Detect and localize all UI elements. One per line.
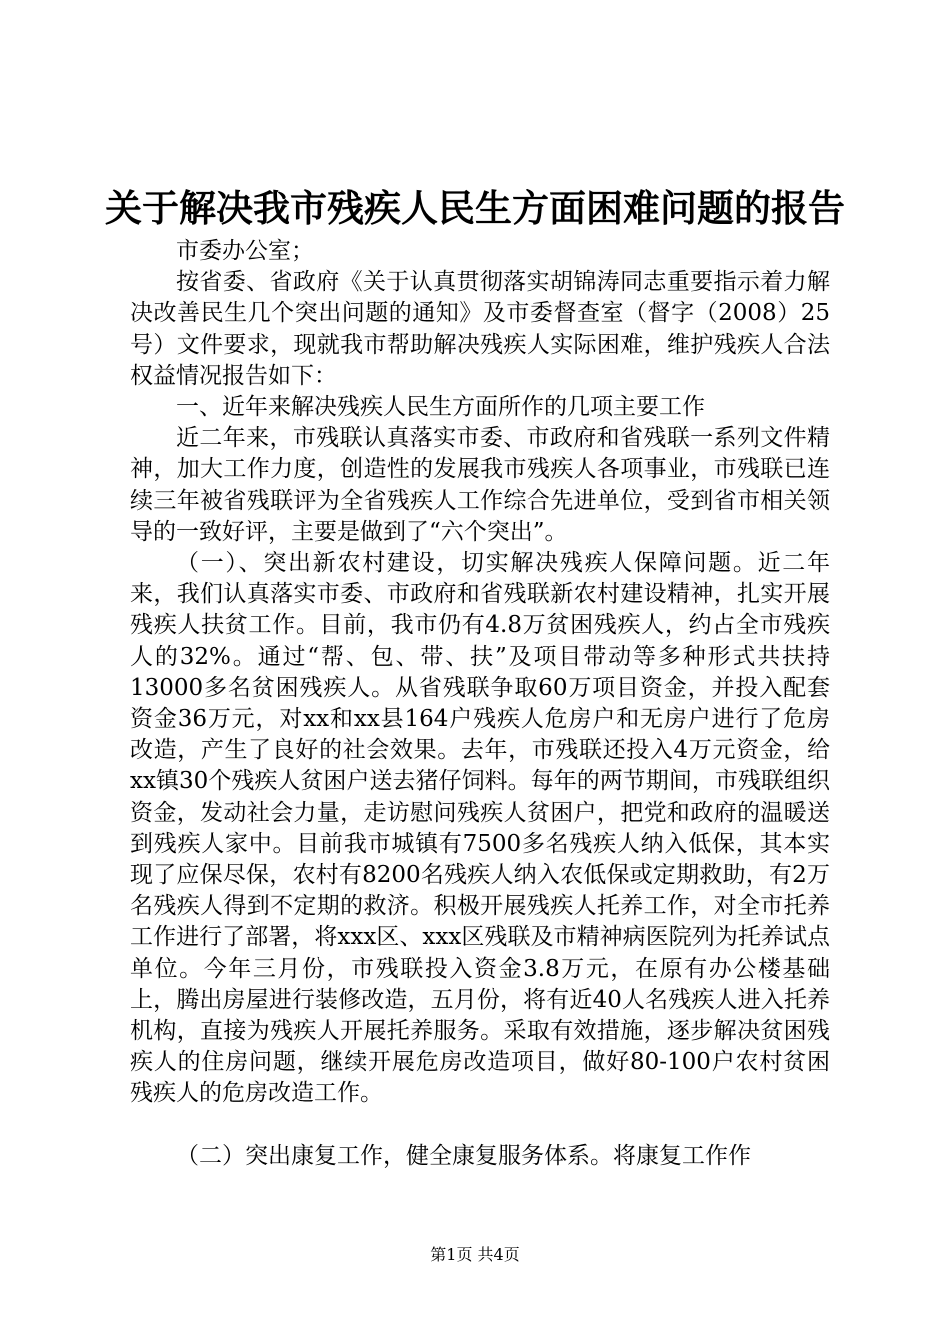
page-number-footer: 第1页 共4页 — [430, 1245, 520, 1264]
intro-paragraph: 按省委、省政府《关于认真贯彻落实胡锦涛同志重要指示着力解决改善民生几个突出问题的通知》及市委督查室（督字（2008）25号）文件要求，现就我市帮助解决残疾人实际困难，维护残疾人合法权益情况报告如下： — [130, 269, 830, 389]
document-body — [130, 236, 830, 1172]
section-heading: 一、近年来解决残疾人民生方面所作的几项主要工作 — [176, 394, 705, 421]
document-title: 关于解决我市残疾人民生方面困难问题的报告 — [105, 186, 845, 230]
section-two-paragraph: （二）突出康复工作，健全康复服务体系。将康复工作作 — [176, 1142, 751, 1169]
section-one-paragraph: （一）、突出新农村建设，切实解决残疾人保障问题。近二年来，我们认真落实市委、市政府和省残联新农村建设精神，扎实开展残疾人扶贫工作。目前，我市仍有4.8万贫困残疾人，约占全市残疾人的32%。通过“帮、包、带、扶”及项目带动等多种形式共扶持13000多名贫困残疾人。从省残联争取60万项目资金，并投入配套资金36万元，对xx和xx县164户残疾人危房户和无房户进行了危房改造，产生了良好的社会效果。去年，市残联还投入4万元资金，给xx镇30个残疾人贫困户送去猪仔饲料。每年的两节期间，市残联组织资金，发动社会力量，走访慰问残疾人贫困户，把党和政府的温暖送到残疾人家中。目前我市城镇有7500多名残疾人纳入低保，其本实现了应保尽保，农村有8200名残疾人纳入农低保或定期救助，有2万名残疾人得到不定期的救济。积极开展残疾人托养工作，对全市托养工作进行了部署，将xxx区、xxx区残联及市精神病医院列为托养试点单位。今年三月份，市残联投入资金3.8万元，在原有办公楼基础上，腾出房屋进行装修改造，五月份，将有近40人名残疾人进入托养机构，直接为残疾人开展托养服务。采取有效措施，逐步解决贫困残疾人的住房问题，继续开展危房改造项目，做好80-100户农村贫困残疾人的危房改造工作。 — [130, 550, 830, 1107]
overview-paragraph: 近二年来，市残联认真落实市委、市政府和省残联一系列文件精神，加大工作力度，创造性的发展我市残疾人各项事业，市残联已连续三年被省残联评为全省残疾人工作综合先进单位，受到省市相关领导的一致好评，主要是做到了“六个突出”。 — [130, 425, 830, 545]
salutation-paragraph: 市委办公室； — [176, 238, 314, 264]
